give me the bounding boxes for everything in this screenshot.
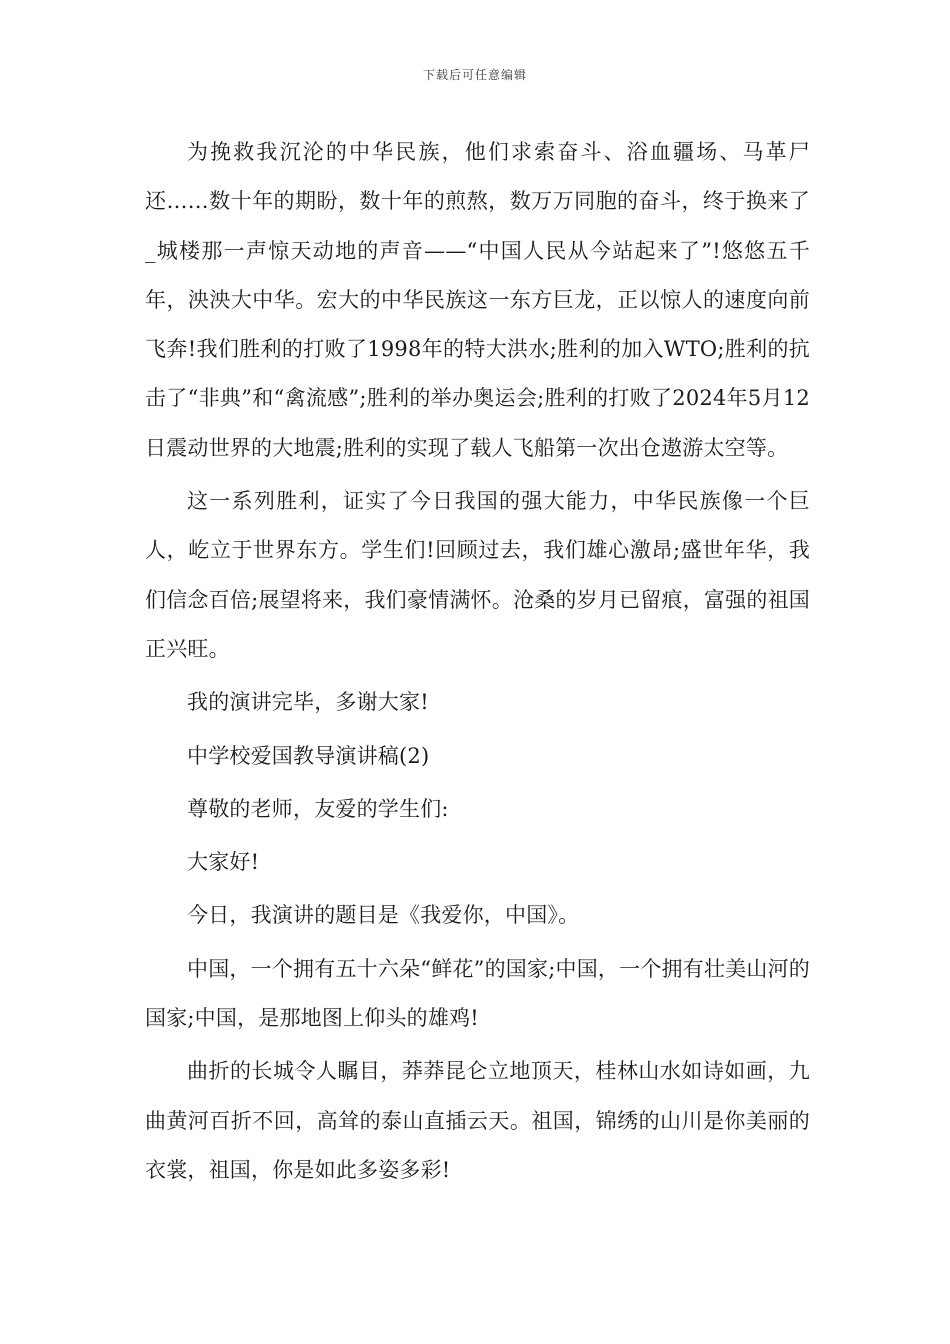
greeting: 大家好! [187, 850, 260, 875]
salutation: 尊敬的老师，友爱的学生们: [187, 796, 449, 821]
document-body [145, 128, 810, 1199]
paragraph: 中国，一个拥有五十六朵“鲜花”的国家;中国，一个拥有壮美山河的国家;中国，是那地图上仰头的雄鸡! [145, 956, 810, 1031]
paragraph: 我的演讲完毕，多谢大家! [187, 690, 429, 715]
paragraph: 为挽救我沉沦的中华民族，他们求索奋斗、浴血疆场、马革尸还……数十年的期盼，数十年的煎熬，数万万同胞的奋斗，终于换来了_城楼那一声惊天动地的声音——“中国人民从今站起来了”!悠悠五千年，泱泱大中华。宏大的中华民族这一东方巨龙，正以惊人的速度向前飞奔!我们胜利的打败了1998年的特大洪水;胜利的加入WTO;胜利的抗击了“非典”和“禽流感”;胜利的举办奥运会;胜利的打败了2024年5月12日震动世界的大地震;胜利的实现了载人飞船第一次出仓遨游太空等。 [145, 140, 810, 460]
section-heading: 中学校爱国教导演讲稿(2) [187, 743, 430, 768]
paragraph: 曲折的长城令人瞩目，莽莽昆仑立地顶天，桂林山水如诗如画，九曲黄河百折不回，高耸的泰山直插云天。祖国，锦绣的山川是你美丽的衣裳，祖国，你是如此多姿多彩! [145, 1059, 810, 1182]
header-note: 下载后可任意编辑 [422, 68, 527, 82]
paragraph: 这一系列胜利，证实了今日我国的强大能力，中华民族像一个巨人，屹立于世界东方。学生们!回顾过去，我们雄心激昂;盛世年华，我们信念百倍;展望将来，我们豪情满怀。沧桑的岁月已留痕，富强的祖国正兴旺。 [145, 489, 810, 661]
paragraph: 今日，我演讲的题目是《我爱你，中国》。 [187, 903, 580, 928]
